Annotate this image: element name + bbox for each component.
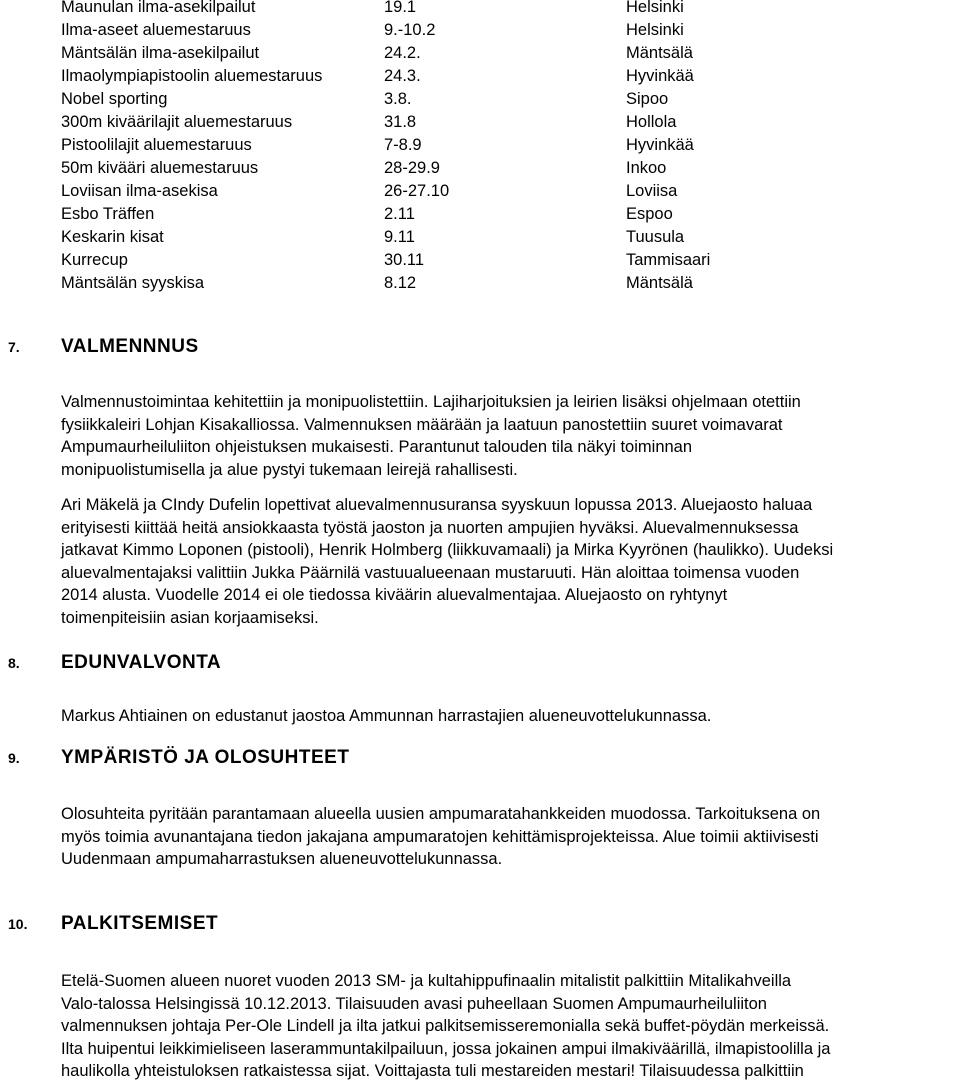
paragraph — [61, 803, 953, 871]
event-place: Mäntsälä — [626, 274, 693, 292]
event-name: Nobel sporting — [61, 90, 168, 108]
event-place: Helsinki — [626, 0, 684, 16]
event-row — [61, 19, 921, 42]
event-place: Inkoo — [626, 159, 667, 177]
event-name: 50m kivääri aluemestaruus — [61, 159, 259, 177]
text-line: aluevalmentajaksi valittiin Jukka Päärnilä vastuualueenaan mustaruuti. Hän aloittaa toimensa vuoden — [61, 563, 800, 582]
event-place: Tammisaari — [626, 251, 711, 269]
event-place: Sipoo — [626, 90, 669, 108]
event-row — [61, 272, 921, 295]
event-name: Mäntsälän syyskisa — [61, 274, 205, 292]
event-row — [61, 226, 921, 249]
event-date: 19.1 — [384, 0, 417, 16]
event-row — [61, 111, 921, 134]
paragraph — [61, 391, 953, 481]
event-date: 3.8. — [384, 90, 412, 108]
event-row — [61, 65, 921, 88]
event-place: Mäntsälä — [626, 44, 693, 62]
section-title: VALMENNNUS — [61, 336, 199, 357]
text-line: valmennuksen johtaja Per-Ole Lindell ja ilta jatkui palkitsemisseremonialla sekä buffet-pöydän merkeissä. — [61, 1017, 830, 1036]
event-date: 24.2. — [384, 44, 421, 62]
text-line: toimenpiteisiin asian korjaamiseksi. — [61, 608, 319, 627]
text-line: myös toimia avunantajana tiedon jakajana ampumaratojen kehittämisprojekteissa. Alue toimii aktiivisesti — [61, 827, 819, 846]
event-place: Hyvinkää — [626, 136, 694, 154]
event-name: Ilmaolympiapistoolin aluemestaruus — [61, 67, 323, 85]
event-date: 9.11 — [384, 228, 415, 246]
text-line: Ari Mäkelä ja CIndy Dufelin lopettivat aluevalmennusuransa syyskuun lopussa 2013. Aluejaosto haluaa — [61, 496, 813, 514]
event-row — [61, 157, 921, 180]
event-name: Ilma-aseet aluemestaruus — [61, 21, 251, 39]
event-row — [61, 134, 921, 157]
text-line: erityisesti kiittää heitä ansiokkaasta työstä jaoston ja nuorten ampujien hyväksi. Aluevalmennuksessa — [61, 518, 799, 537]
event-date: 30.11 — [384, 251, 425, 269]
text-line: monipuolistumisella ja alue pystyi tukemaan leirejä rahallisesti. — [61, 460, 518, 479]
text-line: fysiikkaleiri Lohjan Kisakalliossa. Valmennuksen määrään ja laatuun panostettiin suuret voimavarat — [61, 415, 783, 434]
text-line: Markus Ahtiainen on edustanut jaostoa Ammunnan harrastajien alueneuvottelukunnassa. — [61, 707, 712, 725]
section-number: 8. — [8, 655, 20, 671]
text-line: 2014 alusta. Vuodelle 2014 ei ole tiedossa kiväärin aluevalmentajaa. Aluejaosto on ryhtynyt — [61, 586, 728, 605]
event-name: Keskarin kisat — [61, 228, 164, 246]
event-name: Loviisan ilma-asekisa — [61, 182, 218, 200]
text-line: jatkavat Kimmo Loponen (pistooli), Henrik Holmberg (liikkuvamaali) ja Mirka Kyyrönen (haulikko). Uudeksi — [61, 541, 834, 560]
section-number: 7. — [8, 339, 20, 355]
event-place: Espoo — [626, 205, 673, 223]
event-name: 300m kiväärilajit aluemestaruus — [61, 113, 293, 131]
event-date: 24.3. — [384, 67, 421, 85]
event-date: 7-8.9 — [384, 136, 422, 154]
event-date: 9.-10.2 — [384, 21, 436, 39]
event-row — [61, 88, 921, 111]
event-date: 28-29.9 — [384, 159, 440, 177]
event-place: Tuusula — [626, 228, 685, 246]
event-row — [61, 249, 921, 272]
text-line: Ampumaurheiluliiton ohjeistuksen mukaisesti. Parantunut talouden tila näkyi toiminnan — [61, 438, 693, 457]
text-line: Uudenmaan ampumaharrastuksen alueneuvottelukunnassa. — [61, 850, 503, 869]
event-name: Esbo Träffen — [61, 205, 155, 223]
text-line: haulikolla yhteistuloksen ratkaistessa sijat. Voittajasta tuli mestareiden mestari! Tilaisuudessa palkittiin — [61, 1062, 804, 1081]
event-schedule-table — [61, 0, 921, 295]
event-row — [61, 42, 921, 65]
paragraph — [61, 494, 953, 630]
event-place: Loviisa — [626, 182, 678, 200]
event-row — [61, 180, 921, 203]
event-name: Mäntsälän ilma-asekilpailut — [61, 44, 260, 62]
event-date: 2.11 — [384, 205, 415, 223]
section-number: 9. — [8, 750, 20, 766]
event-place: Hyvinkää — [626, 67, 694, 85]
section-title: EDUNVALVONTA — [61, 652, 222, 673]
text-line: Olosuhteita pyritään parantamaan alueella uusien ampumaratahankkeiden muodossa. Tarkoituksena on — [61, 805, 821, 823]
paragraph — [61, 970, 953, 1083]
text-line: Valmennustoimintaa kehitettiin ja monipuolistettiin. Lajiharjoituksien ja leirien lisäksi ohjelmaan otettiin — [61, 393, 801, 411]
event-date: 26-27.10 — [384, 182, 450, 200]
event-row — [61, 0, 921, 19]
event-date: 31.8 — [384, 113, 417, 131]
section-number: 10. — [8, 916, 28, 932]
event-name: Kurrecup — [61, 251, 128, 269]
section-title: YMPÄRISTÖ JA OLOSUHTEET — [61, 747, 350, 768]
paragraph — [61, 705, 953, 728]
text-line: Ilta huipentui leikkimieliseen laserammuntakilpailuun, jossa jokainen ampui ilmakiväärillä, ilmapistoolilla ja — [61, 1039, 831, 1058]
event-place: Helsinki — [626, 21, 684, 39]
event-name: Pistoolilajit aluemestaruus — [61, 136, 252, 154]
text-line: Valo-talossa Helsingissä 10.12.2013. Tilaisuuden avasi puheellaan Suomen Ampumaurheiluliiton — [61, 994, 767, 1013]
event-place: Hollola — [626, 113, 677, 131]
section-title: PALKITSEMISET — [61, 913, 219, 934]
event-name: Maunulan ilma-asekilpailut — [61, 0, 256, 16]
event-row — [61, 203, 921, 226]
event-date: 8.12 — [384, 274, 417, 292]
text-line: Etelä-Suomen alueen nuoret vuoden 2013 SM- ja kultahippufinaalin mitalistit palkittiin Mitalikahveilla — [61, 972, 792, 990]
